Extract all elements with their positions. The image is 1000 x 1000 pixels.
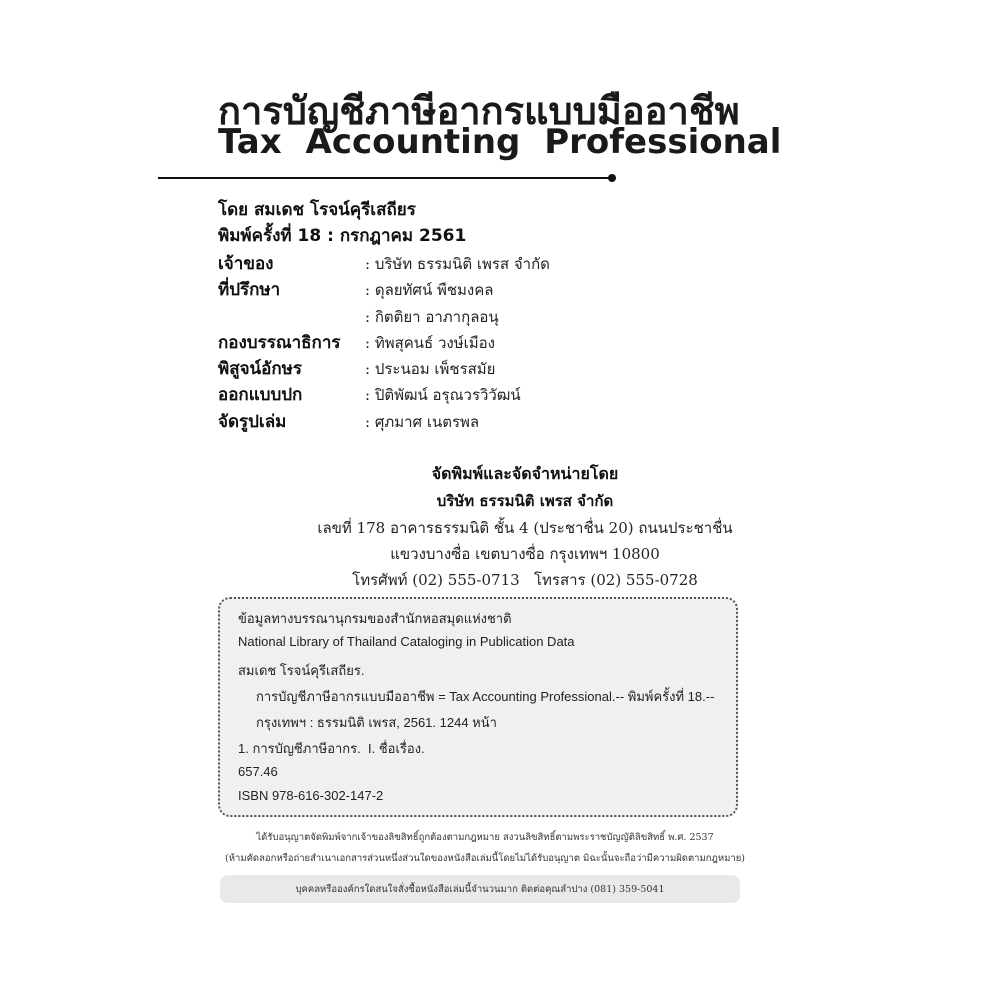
cip-data-box: [218, 597, 738, 817]
divider-dot: [608, 174, 616, 182]
credit-label-layout: จัดรูปเล่ม: [218, 412, 287, 432]
publisher-address-line-1: เลขที่ 178 อาคารธรรมนิติ ชั้น 4 (ประชาชื่น 20) ถนนประชาชื่น: [317, 519, 733, 537]
bulk-order-note: บุคคลหรือองค์กรใดสนใจสั่งซื้อหนังสือเล่มนี้จำนวนมาก ติดต่อคุณลำปาง (081) 359-5041: [295, 884, 665, 895]
cip-imprint-line: กรุงเทพฯ : ธรรมนิติ เพรส, 2561. 1244 หน้า: [256, 715, 497, 730]
credit-value-editorial: : ทิพสุคนธ์ วงษ์เมือง: [365, 334, 495, 352]
title-thai: การบัญชีภาษีอากรแบบมืออาชีพ: [218, 89, 740, 133]
publisher-contact: โทรศัพท์ (02) 555-0713 โทรสาร (02) 555-0728: [352, 571, 698, 589]
copyright-warning: (ห้ามคัดลอกหรือถ่ายสำเนาเอกสารส่วนหนึ่งส่วนใดของหนังสือเล่มนี้โดยไม่ได้รับอนุญาต มิฉะนั้นจะถือว่ามีความผิดตามกฎหมาย): [225, 853, 745, 864]
credit-value-advisor-1: : ดุลยทัศน์ พืชมงคล: [365, 281, 494, 299]
credit-value-proofreading: : ประนอม เพ็ชรสมัย: [365, 360, 496, 378]
cip-title-line: การบัญชีภาษีอากรแบบมืออาชีพ = Tax Accounting Professional.-- พิมพ์ครั้งที่ 18.--: [256, 689, 715, 704]
cip-class-number: 657.46: [238, 764, 278, 779]
edition-line: พิมพ์ครั้งที่ 18 : กรกฎาคม 2561: [218, 226, 467, 246]
credit-value-cover-design: : ปิติพัฒน์ อรุณวรวิวัฒน์: [365, 386, 521, 404]
credit-value-layout: : ศุภมาศ เนตรพล: [365, 413, 480, 431]
copyright-notice: ได้รับอนุญาตจัดพิมพ์จากเจ้าของลิขสิทธิ์ถูกต้องตามกฎหมาย สงวนลิขสิทธิ์ตามพระราชบัญญัติลิขสิทธิ์ พ.ศ. 2537: [256, 832, 714, 843]
credit-value-advisor-2: : กิตติยา อาภากุลอนุ: [365, 308, 499, 326]
cip-isbn: ISBN 978-616-302-147-2: [238, 788, 384, 803]
credit-label-cover-design: ออกแบบปก: [218, 385, 303, 405]
credit-label-editorial: กองบรรณาธิการ: [218, 333, 341, 353]
title-divider: [158, 177, 610, 179]
credit-label-advisor: ที่ปรึกษา: [218, 280, 281, 300]
bulk-order-note-box: [220, 875, 740, 903]
publisher-address-line-2: แขวงบางซื่อ เขตบางซื่อ กรุงเทพฯ 10800: [390, 545, 660, 563]
cip-heading-thai: ข้อมูลทางบรรณานุกรมของสำนักหอสมุดแห่งชาติ: [238, 611, 512, 626]
publisher-company: บริษัท ธรรมนิติ เพรส จำกัด: [436, 492, 614, 510]
cip-heading-english: National Library of Thailand Cataloging in Publication Data: [238, 634, 575, 649]
credit-label-owner: เจ้าของ: [218, 254, 274, 274]
title-english: Tax Accounting Professional: [218, 122, 782, 162]
author-line: โดย สมเดช โรจน์คุรีเสถียร: [218, 200, 416, 220]
credit-label-proofreading: พิสูจน์อักษร: [218, 359, 303, 379]
cip-subjects: 1. การบัญชีภาษีอากร. I. ชื่อเรื่อง.: [238, 741, 425, 756]
cip-author: สมเดช โรจน์คุรีเสถียร.: [238, 663, 365, 678]
publisher-heading: จัดพิมพ์และจัดจำหน่ายโดย: [431, 464, 619, 483]
credit-value-owner: : บริษัท ธรรมนิติ เพรส จำกัด: [365, 255, 550, 273]
